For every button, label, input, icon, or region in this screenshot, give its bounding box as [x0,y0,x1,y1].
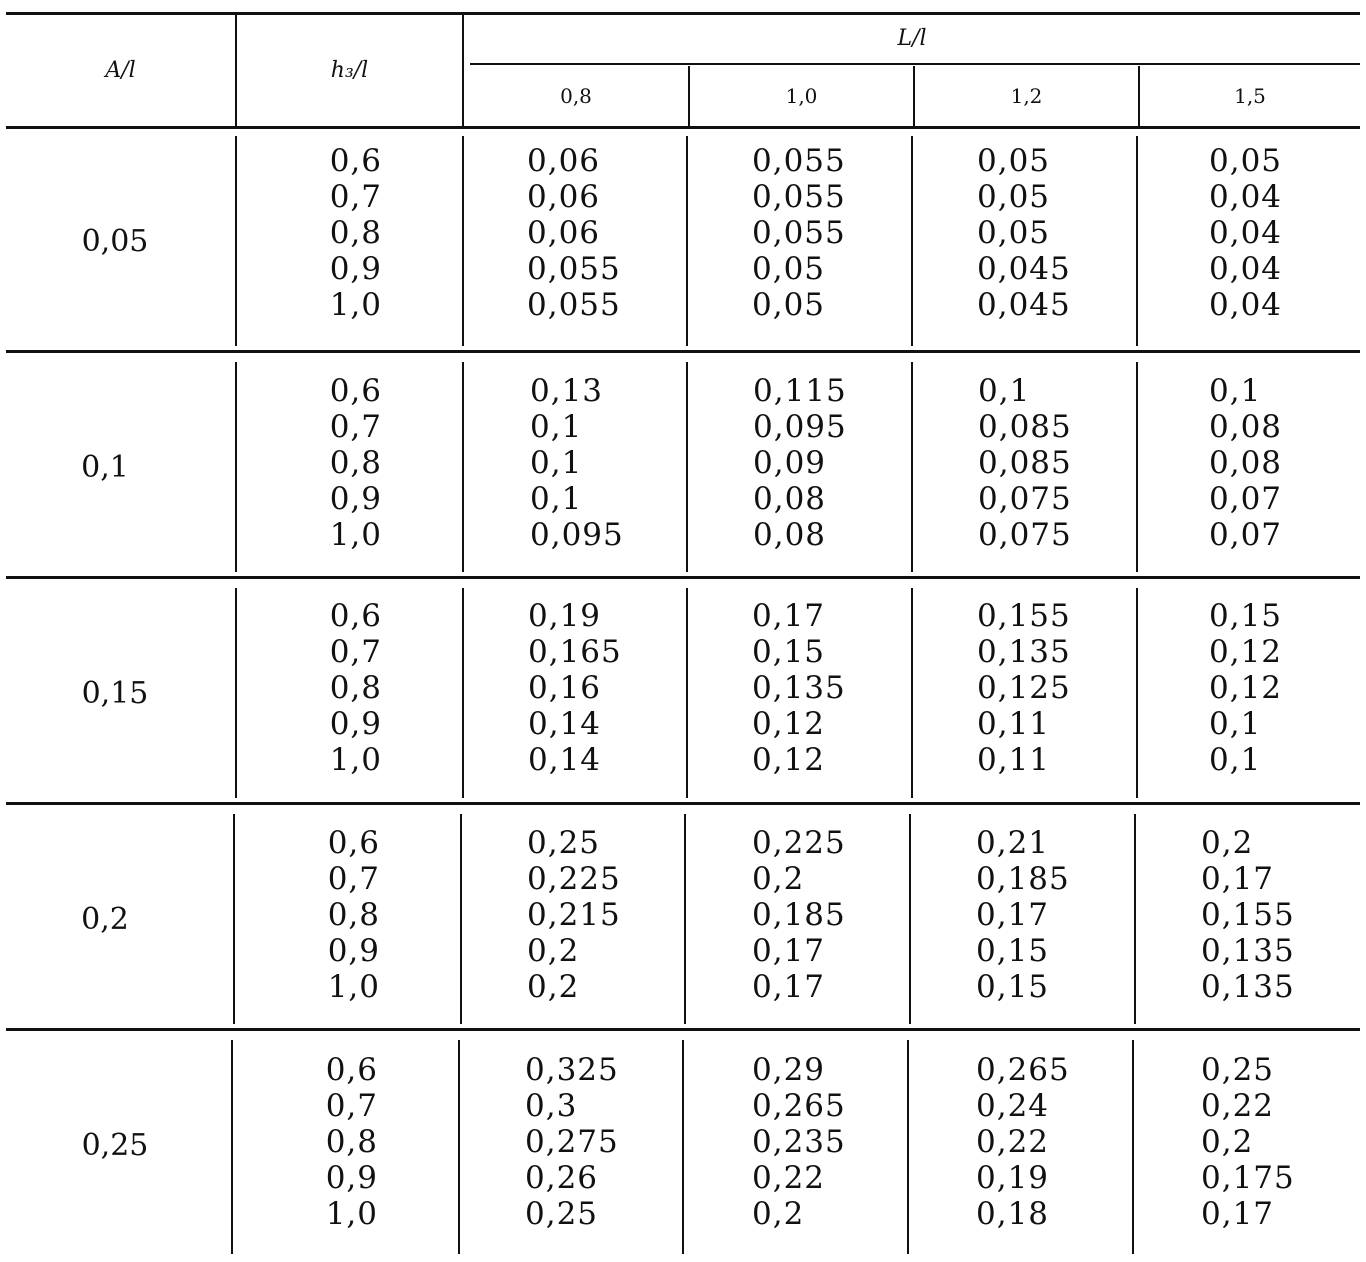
cell: 0,05 [977,143,1051,179]
cell: 0,6 [327,825,380,861]
cell: 0,095 [753,409,847,445]
cell: 0,15 [1209,598,1283,634]
cell: 0,17 [976,897,1050,933]
value-column-1-2 [978,373,1128,553]
cell: 0,1 [978,373,1031,409]
cell: 0,2 [1201,825,1254,861]
column-divider [235,136,237,346]
cell: 0,085 [978,445,1072,481]
column-divider [686,136,688,346]
cell: 0,1 [530,409,583,445]
column-divider [233,814,235,1024]
cell: 0,05 [1209,143,1283,179]
cell: 0,095 [530,517,624,553]
value-column-0-8 [527,143,677,323]
group-divider [6,802,1360,805]
cell: 0,7 [329,634,382,670]
cell: 0,05 [977,215,1051,251]
group-label-text: 0,2 [81,901,129,937]
cell: 0,2 [752,861,805,897]
cell: 0,185 [752,897,846,933]
h-ratio-column [300,598,382,778]
column-divider [1134,814,1136,1024]
cell: 0,135 [977,634,1071,670]
cell: 1,0 [325,1196,378,1232]
cell: 0,075 [978,517,1072,553]
cell: 0,3 [525,1088,578,1124]
cell: 0,19 [976,1160,1050,1196]
group-label [30,814,180,1024]
cell: 0,9 [327,933,380,969]
cell: 0,06 [527,143,601,179]
column-divider [458,1040,460,1254]
value-column-1-5 [1201,1052,1351,1232]
group-label [30,362,180,572]
cell: 0,24 [976,1088,1050,1124]
h-ratio-column [298,825,380,1005]
value-column-1-5 [1209,143,1354,323]
column-divider [907,1040,909,1254]
cell: 0,155 [977,598,1071,634]
group-divider [6,576,1360,579]
cell: 0,2 [1201,1124,1254,1160]
cell: 0,9 [325,1160,378,1196]
column-divider [235,588,237,798]
header-sub-3-text: 1,5 [1234,84,1266,108]
cell: 0,125 [977,670,1071,706]
header-a-over-l [6,14,235,126]
cell: 1,0 [329,517,382,553]
header-sub-1-text: 1,0 [785,84,818,108]
cell: 0,135 [1201,933,1295,969]
header-sub-2-text: 1,2 [1010,84,1043,108]
cell: 0,1 [530,481,583,517]
cell: 0,06 [527,215,601,251]
cell: 0,8 [329,445,382,481]
cell: 0,05 [752,287,826,323]
cell: 0,7 [327,861,380,897]
cell: 0,08 [753,517,827,553]
h-ratio-column [296,1052,378,1232]
column-divider [682,1040,684,1254]
header-h-over-l-text: h₃/l [330,57,369,83]
value-column-1-2 [976,1052,1126,1232]
cell: 0,8 [329,215,382,251]
column-divider [460,814,462,1024]
column-divider [462,362,464,572]
header-sub-3 [1140,66,1360,126]
cell: 0,16 [528,670,602,706]
cell: 1,0 [329,742,382,778]
value-column-1-0 [752,598,902,778]
group-label-text: 0,1 [81,449,129,485]
cell: 0,19 [528,598,602,634]
cell: 0,12 [752,706,826,742]
group-divider [6,1028,1360,1031]
cell: 0,26 [525,1160,599,1196]
cell: 0,25 [525,1196,599,1232]
header-l-group [464,14,1360,63]
cell: 0,07 [1209,517,1283,553]
cell: 0,06 [527,179,601,215]
cell: 0,17 [1201,861,1275,897]
cell: 0,08 [1209,445,1283,481]
cell: 0,115 [753,373,847,409]
column-divider [1132,1040,1134,1254]
cell: 0,2 [752,1196,805,1232]
cell: 0,155 [1201,897,1295,933]
h-ratio-column [300,143,382,323]
cell: 0,08 [1209,409,1283,445]
header-sub-2 [915,66,1138,126]
cell: 0,12 [752,742,826,778]
cell: 0,12 [1209,634,1283,670]
value-column-1-0 [752,825,902,1005]
h-ratio-column [300,373,382,553]
cell: 0,225 [752,825,846,861]
cell: 0,055 [527,287,621,323]
header-sub-1 [690,66,913,126]
cell: 0,17 [1201,1196,1275,1232]
cell: 0,14 [528,742,602,778]
cell: 0,2 [527,969,580,1005]
cell: 0,09 [753,445,827,481]
cell: 0,04 [1209,179,1283,215]
cell: 0,055 [752,143,846,179]
value-column-1-0 [752,1052,902,1232]
cell: 0,15 [752,634,826,670]
cell: 0,1 [1209,706,1262,742]
cell: 0,045 [977,251,1071,287]
cell: 0,085 [978,409,1072,445]
column-divider [462,588,464,798]
cell: 0,055 [527,251,621,287]
cell: 0,7 [329,409,382,445]
cell: 0,265 [976,1052,1070,1088]
cell: 0,7 [329,179,382,215]
cell: 0,8 [329,670,382,706]
value-column-1-2 [977,598,1127,778]
header-a-over-l-text: A/l [105,57,136,83]
cell: 0,6 [325,1052,378,1088]
cell: 0,22 [1201,1088,1275,1124]
group-label [40,136,190,346]
cell: 0,175 [1201,1160,1295,1196]
value-column-0-8 [528,598,678,778]
cell: 0,05 [977,179,1051,215]
column-divider [686,362,688,572]
header-bottom-rule [6,126,1360,129]
value-column-1-2 [976,825,1126,1005]
header-l-group-text: L/l [897,26,927,51]
cell: 0,055 [752,179,846,215]
cell: 0,11 [977,706,1051,742]
column-divider [911,136,913,346]
column-divider [911,588,913,798]
cell: 0,325 [525,1052,619,1088]
value-column-1-0 [752,143,902,323]
cell: 0,04 [1209,287,1283,323]
cell: 0,1 [1209,373,1262,409]
cell: 0,9 [329,706,382,742]
value-column-1-5 [1209,598,1354,778]
cell: 0,04 [1209,215,1283,251]
cell: 0,215 [527,897,621,933]
cell: 0,045 [977,287,1071,323]
cell: 0,235 [752,1124,846,1160]
column-divider [1136,588,1138,798]
value-column-0-8 [527,825,677,1005]
column-divider [231,1040,233,1254]
column-divider [235,362,237,572]
cell: 0,08 [753,481,827,517]
column-divider [686,588,688,798]
group-label [40,588,190,798]
header-sub-0-text: 0,8 [560,84,592,108]
cell: 0,9 [329,481,382,517]
cell: 0,7 [325,1088,378,1124]
cell: 0,25 [1201,1052,1275,1088]
cell: 0,11 [977,742,1051,778]
column-divider [1136,136,1138,346]
cell: 0,135 [752,670,846,706]
cell: 0,6 [329,373,382,409]
column-divider [462,136,464,346]
cell: 0,12 [1209,670,1283,706]
cell: 0,15 [976,969,1050,1005]
cell: 0,075 [978,481,1072,517]
cell: 0,22 [976,1124,1050,1160]
cell: 0,07 [1209,481,1283,517]
header-h-over-l [237,14,462,126]
cell: 0,04 [1209,251,1283,287]
cell: 0,17 [752,598,826,634]
cell: 0,2 [527,933,580,969]
value-column-0-8 [530,373,680,553]
value-column-0-8 [525,1052,675,1232]
cell: 0,14 [528,706,602,742]
cell: 0,275 [525,1124,619,1160]
cell: 0,055 [752,215,846,251]
header-sub-0 [464,66,688,126]
value-column-1-5 [1209,373,1354,553]
cell: 0,6 [329,598,382,634]
column-divider [684,814,686,1024]
cell: 0,18 [976,1196,1050,1232]
group-label [40,1040,190,1250]
cell: 0,135 [1201,969,1295,1005]
cell: 0,17 [752,969,826,1005]
cell: 0,9 [329,251,382,287]
cell: 1,0 [327,969,380,1005]
cell: 0,13 [530,373,604,409]
group-label-text: 0,05 [81,223,149,259]
cell: 0,15 [976,933,1050,969]
cell: 0,25 [527,825,601,861]
cell: 0,21 [976,825,1050,861]
cell: 0,22 [752,1160,826,1196]
cell: 0,265 [752,1088,846,1124]
column-divider [909,814,911,1024]
cell: 0,8 [327,897,380,933]
column-divider [911,362,913,572]
value-column-1-2 [977,143,1127,323]
value-column-1-0 [753,373,903,553]
group-label-text: 0,25 [81,1127,149,1163]
cell: 0,185 [976,861,1070,897]
group-divider [6,350,1360,353]
group-label-text: 0,15 [81,675,149,711]
cell: 0,1 [530,445,583,481]
cell: 0,05 [752,251,826,287]
cell: 0,165 [528,634,622,670]
cell: 0,29 [752,1052,826,1088]
cell: 0,8 [325,1124,378,1160]
cell: 0,1 [1209,742,1262,778]
cell: 0,17 [752,933,826,969]
column-divider [1136,362,1138,572]
cell: 0,225 [527,861,621,897]
cell: 1,0 [329,287,382,323]
cell: 0,6 [329,143,382,179]
subheader-rule [470,63,1360,65]
value-column-1-5 [1201,825,1351,1005]
